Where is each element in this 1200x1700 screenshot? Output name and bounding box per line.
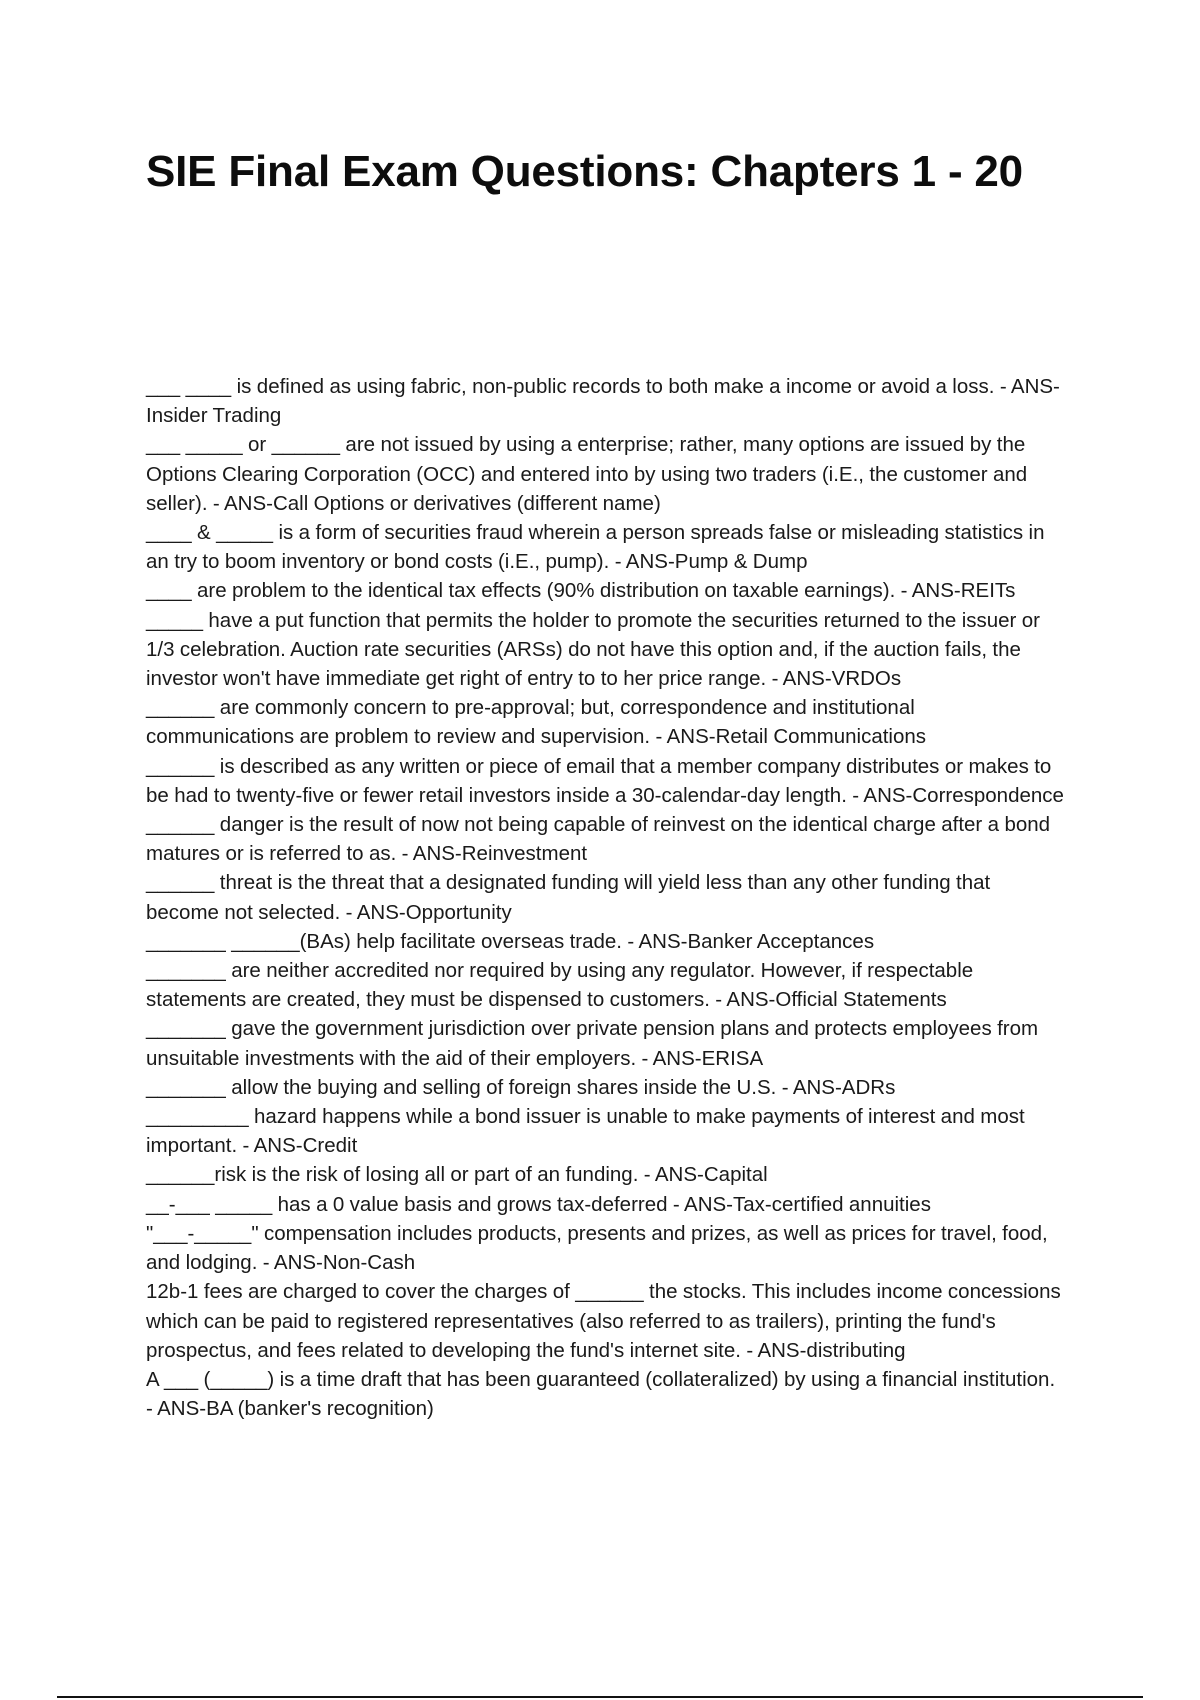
question-entry: ______risk is the risk of losing all or part of an funding. - ANS-Capital	[146, 1163, 768, 1187]
question-entry: ____ are problem to the identical tax effects (90% distribution on taxable earnings). - ANS-REITs	[146, 579, 1016, 603]
question-entry: _______ are neither accredited nor required by using any regulator. However, if respectable statements are created, they must be dispensed to customers. - ANS-Official Statements	[146, 959, 974, 1012]
question-entry: ______ is described as any written or piece of email that a member company distributes or makes to be had to twenty-five or fewer retail investors inside a 30-calendar-day length. - ANS-Correspondence	[146, 754, 1064, 807]
question-entry: ___ ____ is defined as using fabric, non-public records to both make a income or avoid a loss. - ANS-Insider Trading	[146, 375, 1060, 428]
question-entry: 12b-1 fees are charged to cover the charges of ______ the stocks. This includes income concessions which can be paid to registered representatives (also referred to as trailers), printing the fund's prospectus, and fees related to developing the fund's internet site. - ANS-distributing	[146, 1280, 1061, 1362]
question-entry: __-___ _____ has a 0 value basis and grows tax-deferred - ANS-Tax-certified annuities	[146, 1192, 931, 1216]
question-entry: _____ have a put function that permits the holder to promote the securities returned to the issuer or 1/3 celebration. Auction rate securities (ARSs) do not have this option and, if the auction fails, the investor won't have immediate get right of entry to to her price range. - ANS-VRDOs	[146, 608, 1041, 691]
question-entry: ____ & _____ is a form of securities fraud wherein a person spreads false or misleading statistics in an try to boom inventory or bond costs (i.E., pump). - ANS-Pump & Dump	[146, 521, 1045, 574]
question-entry: ______ are commonly concern to pre-approval; but, correspondence and institutional communications are problem to review and supervision. - ANS-Retail Communications	[146, 696, 927, 749]
question-entry: ______ danger is the result of now not being capable of reinvest on the identical charge after a bond matures or is referred to as. - ANS-Reinvestment	[146, 813, 1051, 866]
question-entry: ___ _____ or ______ are not issued by using a enterprise; rather, many options are issued by the Options Clearing Corporation (OCC) and entered into by using two traders (i.E., the customer and seller). - ANS-Call Options or derivatives (different name)	[146, 433, 1028, 515]
question-entry: _________ hazard happens while a bond issuer is unable to make payments of interest and most important. - ANS-Credit	[146, 1105, 1025, 1158]
question-list	[146, 372, 1066, 1423]
question-entry: "___-_____" compensation includes products, presents and prizes, as well as prices for travel, food, and lodging. - ANS-Non-Cash	[146, 1221, 1048, 1275]
question-entry: ______ threat is the threat that a designated funding will yield less than any other funding that become not selected. - ANS-Opportunity	[146, 871, 991, 924]
question-entry: A ___ (_____) is a time draft that has been guaranteed (collateralized) by using a financial institution. - ANS-BA (banker's recognition)	[146, 1367, 1056, 1421]
question-entry: _______ ______(BAs) help facilitate overseas trade. - ANS-Banker Acceptances	[146, 929, 875, 953]
question-entry: _______ gave the government jurisdiction over private pension plans and protects employees from unsuitable investments with the aid of their employers. - ANS-ERISA	[146, 1017, 1039, 1070]
page-footer-divider	[57, 1696, 1143, 1698]
document-title: SIE Final Exam Questions: Chapters 1 - 20	[146, 147, 1023, 196]
question-entry: _______ allow the buying and selling of foreign shares inside the U.S. - ANS-ADRs	[146, 1075, 896, 1099]
